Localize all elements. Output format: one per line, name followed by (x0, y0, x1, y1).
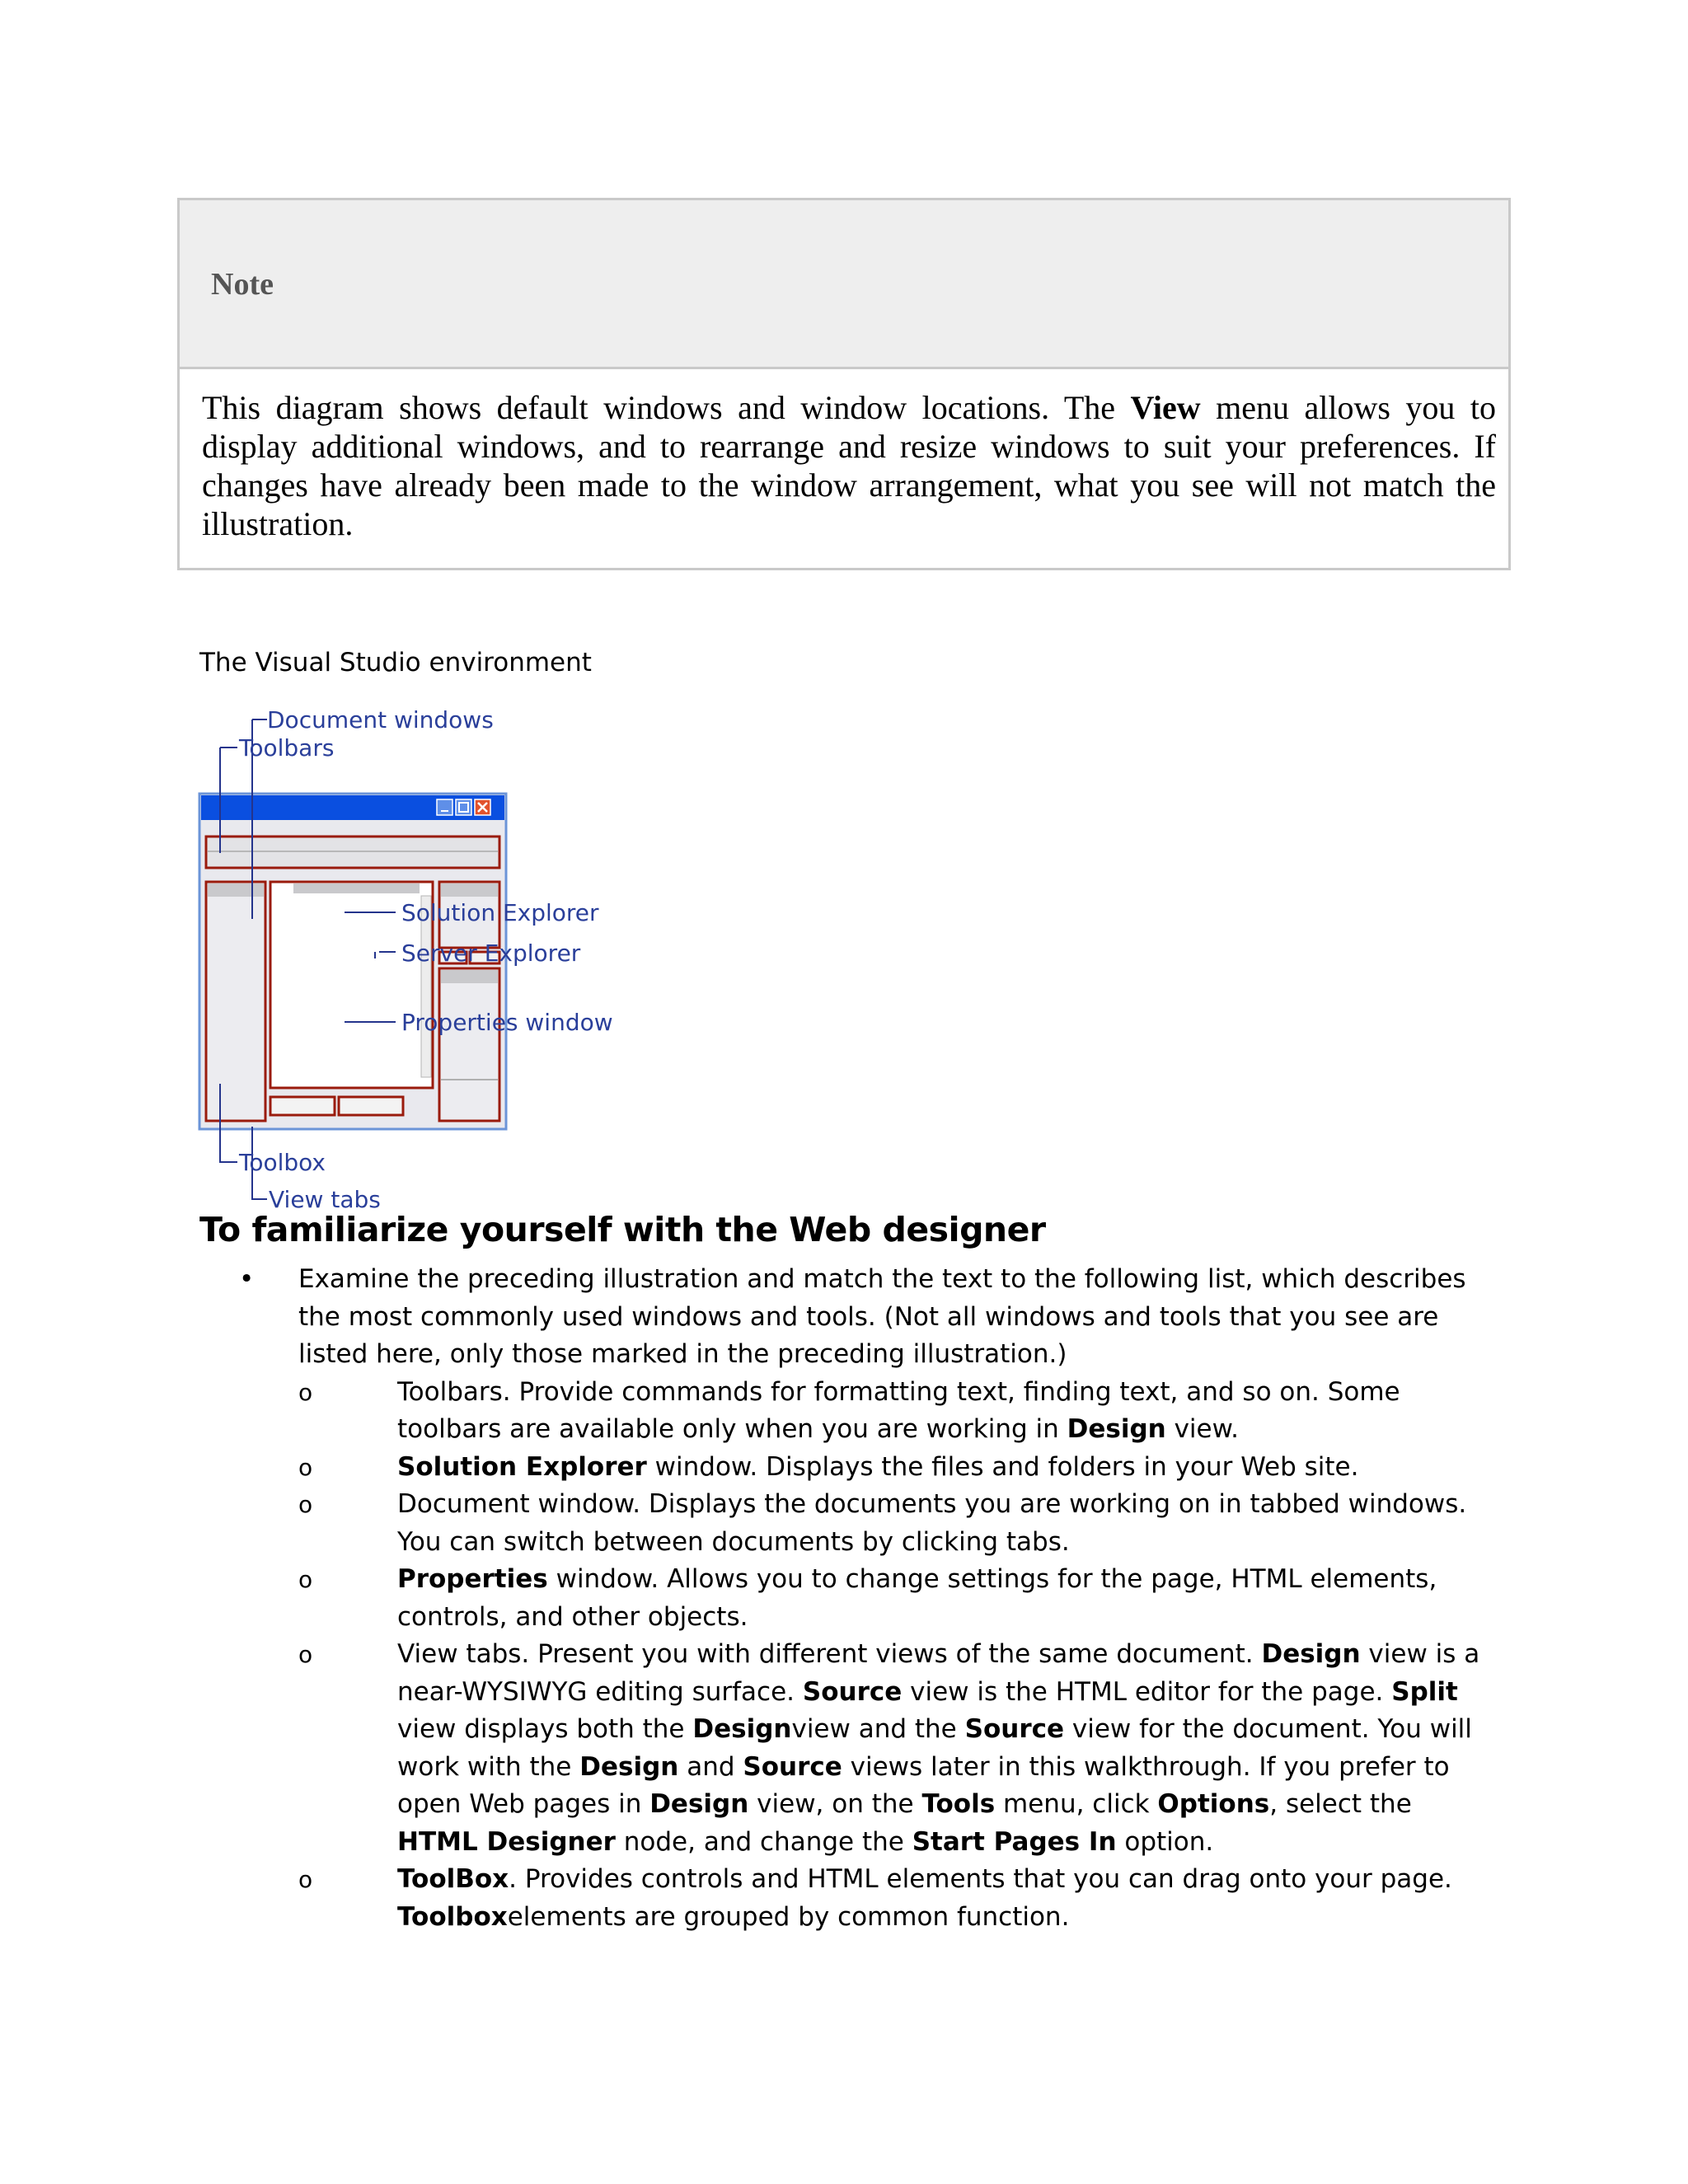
circle-bullet-icon: o (298, 1641, 313, 1668)
note-text (202, 388, 1496, 543)
label-server-explorer: Server Explorer (401, 940, 581, 967)
sub-item-toolbars: o Toolbars. Provide commands for formatting text, finding text, and so on. Some toolbars are available only when you are working in Design view. (298, 1374, 1493, 1449)
label-view-tabs: View tabs (269, 1186, 381, 1213)
label-solution-explorer: Solution Explorer (401, 899, 599, 926)
toolbox-pane (206, 882, 265, 1121)
properties-window-pane (439, 968, 499, 1121)
circle-bullet-icon: o (298, 1378, 313, 1406)
sub-item-properties: o Properties window. Allows you to change settings for the page, HTML elements, controls, and other objects. (298, 1561, 1493, 1636)
maximize-icon (456, 799, 471, 815)
intro-text: Examine the preceding illustration and match the text to the following list, which describes the most commonly used windows and tools. (Not all windows and tools that you see are listed here, only those marked in the preceding illustration.) (298, 1264, 1466, 1369)
instruction-list (239, 1261, 1492, 1936)
diagram-svg (190, 705, 948, 1220)
vs-environment-diagram (190, 705, 948, 1220)
sub-item-solution-explorer: o Solution Explorer window. Displays the files and folders in your Web site. (298, 1449, 1493, 1487)
note-title: Note (211, 267, 274, 302)
sub-item-document-window: o Document window. Displays the documents you are working on in tabbed windows. You can switch between documents by clicking tabs. (298, 1486, 1493, 1561)
section-heading: To familiarize yourself with the Web designer (199, 1210, 1046, 1249)
label-properties-window: Properties window (401, 1009, 613, 1036)
label-toolbars: Toolbars (239, 734, 335, 762)
list-item (239, 1261, 1492, 1374)
note-view-bold: View (1130, 389, 1201, 426)
label-toolbox: Toolbox (239, 1149, 326, 1176)
circle-bullet-icon: o (298, 1491, 313, 1518)
note-header (180, 200, 1508, 369)
bullet-icon: • (239, 1264, 255, 1294)
sub-list (298, 1374, 1492, 1937)
minimize-icon (437, 799, 452, 815)
note-box (177, 198, 1511, 570)
figure-caption: The Visual Studio environment (199, 648, 592, 677)
circle-bullet-icon: o (298, 1566, 313, 1593)
sub-item-view-tabs: o View tabs. Present you with different views of the same document. Design view is a near-WYSIWYG editing surface. Source view is the HTML editor for the page. Split view displays both the Designview and the Source view for the document. You will work with the Design and Source views later in this walkthrough. If you prefer to open Web pages in Design view, on the Tools menu, click Options, select the HTML Designer node, and change the Start Pages In option. (298, 1636, 1493, 1861)
sub-item-toolbox: o ToolBox. Provides controls and HTML elements that you can drag onto your page. Toolboxelements are grouped by common function. (298, 1861, 1493, 1936)
window-controls (437, 799, 490, 815)
note-text-part: This diagram shows default windows and window locations. The (202, 389, 1131, 426)
circle-bullet-icon: o (298, 1453, 313, 1481)
circle-bullet-icon: o (298, 1866, 313, 1893)
label-document-windows: Document windows (267, 706, 494, 733)
view-tab (339, 1097, 403, 1115)
view-tab (270, 1097, 335, 1115)
note-text-part: menu allows you to display additional windows, and to rearrange and resize windows to suit your preferences. If changes have already been made to the window arrangement, what you see will not match the illustration. (202, 389, 1496, 542)
